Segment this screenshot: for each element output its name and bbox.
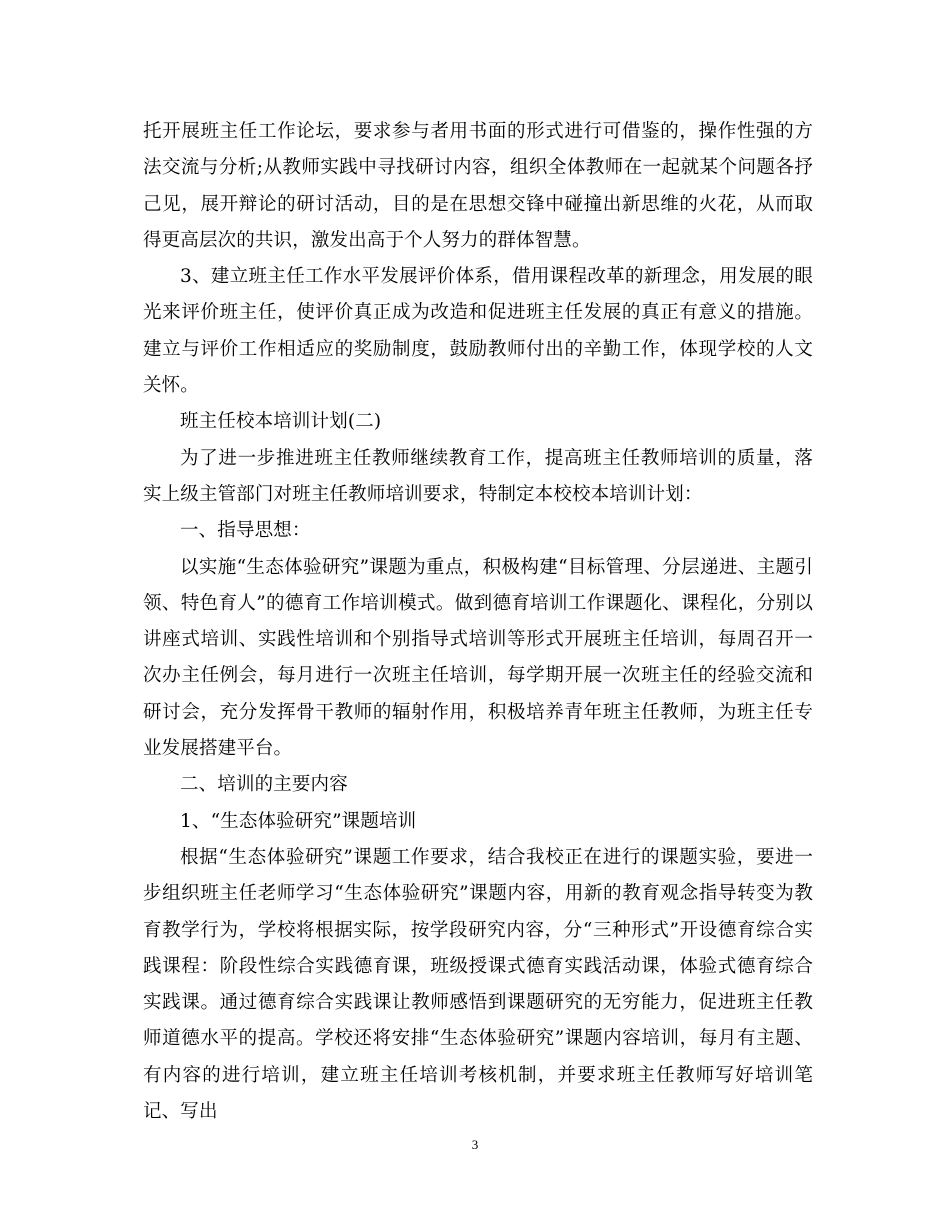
document-body	[143, 114, 813, 1130]
paragraph: 3、建立班主任工作水平发展评价体系，借用课程改革的新理念，用发展的眼光来评价班主任，使评价真正成为改造和促进班主任发展的真正有意义的措施。建立与评价工作相适应的奖励制度，鼓励教师付出的辛勤工作，体现学校的人文关怀。	[143, 266, 813, 397]
paragraph: 以实施“生态体验研究”课题为重点，积极构建“目标管理、分层递进、主题引领、特色育人”的德育工作培训模式。做到德育培训工作课题化、课程化，分别以讲座式培训、实践性培训和个别指导式培训等形式开展班主任培训，每周召开一次办主任例会，每月进行一次班主任培训，每学期开展一次班主任的经验交流和研讨会，充分发挥骨干教师的辐射作用，积极培养青年班主任教师，为班主任专业发展搭建平台。	[143, 556, 813, 760]
paragraph: 托开展班主任工作论坛，要求参与者用书面的形式进行可借鉴的，操作性强的方法交流与分析;从教师实践中寻找研讨内容，组织全体教师在一起就某个问题各抒己见，展开辩论的研讨活动，目的是在思想交锋中碰撞出新思维的火花，从而取得更高层次的共识，激发出高于个人努力的群体智慧。	[143, 121, 813, 251]
paragraph: 根据“生态体验研究”课题工作要求，结合我校正在进行的课题实验，要进一步组织班主任老师学习“生态体验研究”课题内容，用新的教育观念指导转变为教育教学行为，学校将根据实际，按学段研究内容，分“三种形式”开设德育综合实践课程：阶段性综合实践德育课，班级授课式德育实践活动课，体验式德育综合实践课。通过德育综合实践课让教师感悟到课题研究的无穷能力，促进班主任教师道德水平的提高。学校还将安排“生态体验研究”课题内容培训，每月有主题、有内容的进行培训，建立班主任培训考核机制，并要求班主任教师写好培训笔记、写出	[143, 846, 813, 1123]
section-heading: 班主任校本培训计划(二)	[180, 411, 382, 433]
page-number: 3	[471, 1137, 479, 1152]
subsection-heading: 1、“生态体验研究”课题培训	[180, 810, 417, 832]
section-heading: 一、指导思想：	[180, 520, 311, 542]
paragraph: 为了进一步推进班主任教师继续教育工作，提高班主任教师培训的质量，落实上级主管部门对班主任教师培训要求，特制定本校校本培训计划：	[143, 447, 813, 505]
section-heading: 二、培训的主要内容	[180, 774, 348, 796]
